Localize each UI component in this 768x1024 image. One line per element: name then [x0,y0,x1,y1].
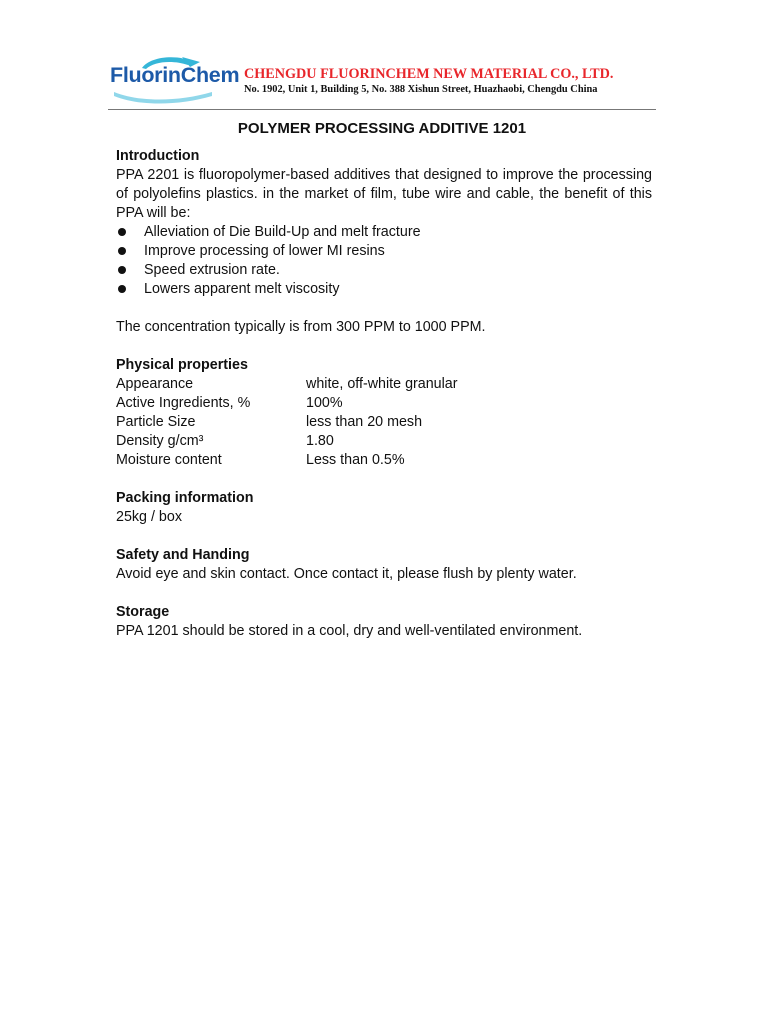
document-body [116,147,652,641]
property-row [116,394,652,413]
document-title: POLYMER PROCESSING ADDITIVE 1201 [237,120,527,137]
company-address: No. 1902, Unit 1, Building 5, No. 388 Xishun Street, Huazhaobi, Chengdu China [244,84,598,95]
company-name: CHENGDU FLUORINCHEM NEW MATERIAL CO., LTD. [244,66,614,82]
property-row [116,432,652,451]
letterhead [108,52,656,110]
list-item [116,261,652,280]
list-item [116,280,652,299]
property-row [116,375,652,394]
physical-properties-section [116,356,652,470]
property-value: 100% [306,395,343,411]
storage-section [116,603,652,641]
list-item [116,242,652,261]
list-item-text: Speed extrusion rate. [144,262,280,278]
packing-heading: Packing information [116,490,254,506]
safety-heading: Safety and Handing [116,547,250,563]
list-item-text: Improve processing of lower MI resins [144,243,385,259]
property-label: Moisture content [116,452,222,468]
physical-properties-heading: Physical properties [116,357,248,373]
list-item-text: Lowers apparent melt viscosity [144,281,340,297]
property-label: Density g/cm³ [116,433,204,449]
logo-wordmark: FluorinChem [110,63,240,87]
safety-text: Avoid eye and skin contact. Once contact it, please flush by plenty water. [116,566,577,582]
property-row [116,413,652,432]
header-divider [108,109,656,110]
list-item-text: Alleviation of Die Build-Up and melt fracture [144,224,421,240]
property-value: white, off-white granular [306,376,458,392]
company-logo [108,52,240,108]
list-item [116,223,652,242]
bullet-icon [118,285,126,293]
safety-section [116,546,652,584]
introduction-paragraph: PPA 2201 is fluoropolymer-based additives that designed to improve the processing of polyolefins plastics. in the market of film, tube wire and cable, the benefit of this PPA will be: [116,167,652,221]
property-label: Active Ingredients, % [116,395,251,411]
introduction-heading: Introduction [116,148,200,164]
introduction-section [116,147,652,337]
property-label: Particle Size [116,414,196,430]
packing-text: 25kg / box [116,509,182,525]
bullet-icon [118,228,126,236]
property-value: Less than 0.5% [306,452,405,468]
benefit-list [116,223,652,299]
storage-heading: Storage [116,604,170,620]
packing-section [116,489,652,527]
property-row [116,451,652,470]
bullet-icon [118,247,126,255]
concentration-text: The concentration typically is from 300 PPM to 1000 PPM. [116,319,486,335]
property-label: Appearance [116,376,194,392]
property-value: less than 20 mesh [306,414,423,430]
bullet-icon [118,266,126,274]
property-value: 1.80 [306,433,334,449]
storage-text: PPA 1201 should be stored in a cool, dry and well-ventilated environment. [116,623,583,639]
